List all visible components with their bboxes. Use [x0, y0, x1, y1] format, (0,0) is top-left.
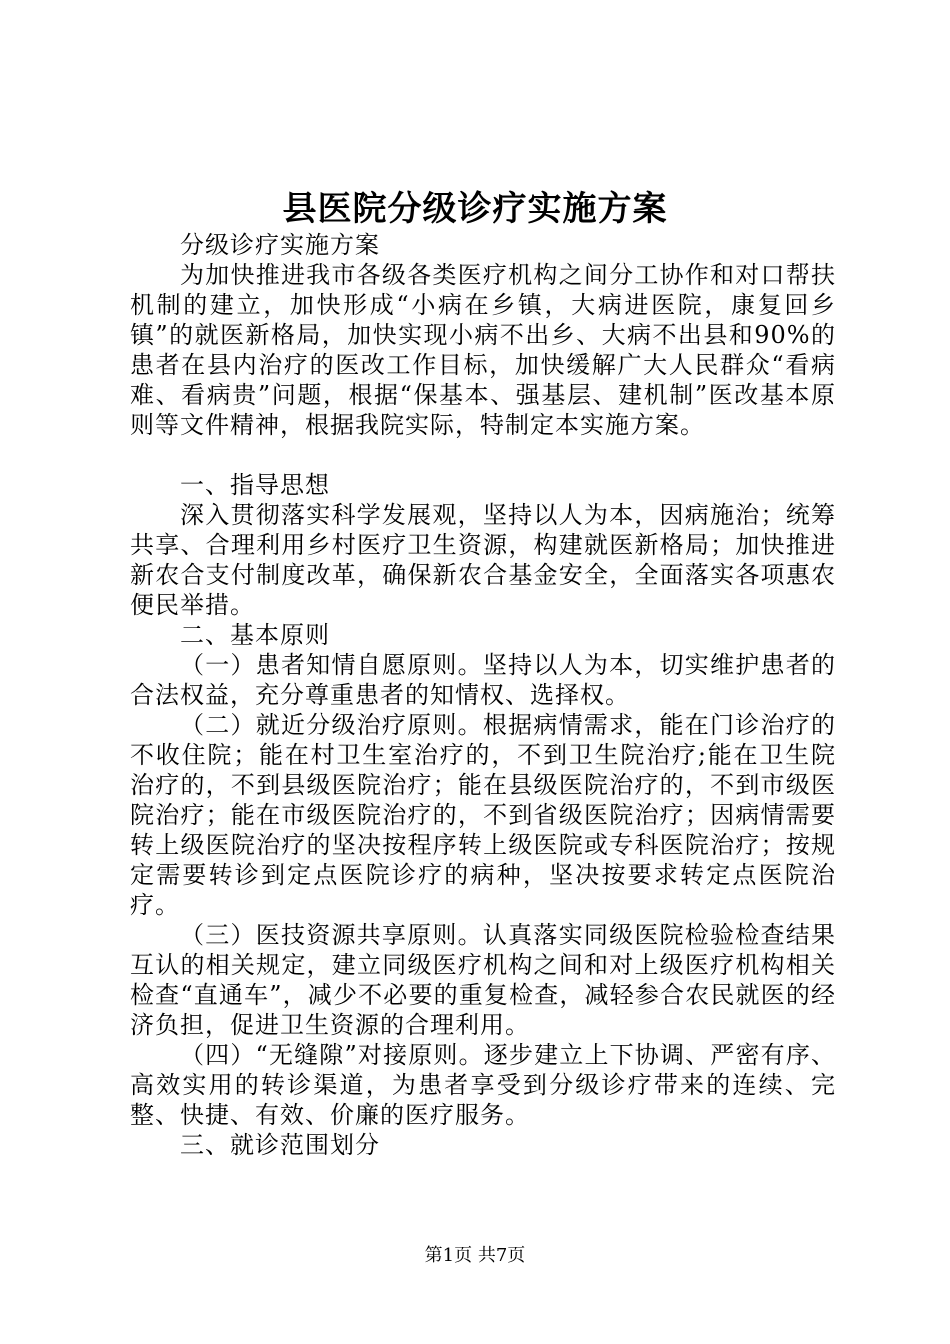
- document-body: [130, 230, 836, 1160]
- principle-2-paragraph: （二）就近分级治疗原则。根据病情需求，能在门诊治疗的不收住院；能在村卫生室治疗的，不到卫生院治疗;能在卫生院治疗的，不到县级医院治疗；能在县级医院治疗的，不到市级医院治疗；能在市级医院治疗的，不到省级医院治疗；因病情需要转上级医院治疗的坚决按程序转上级医院或专科医院治疗；按规定需要转诊到定点医院诊疗的病种，坚决按要求转定点医院治疗。: [130, 711, 836, 919]
- section-heading-2: 二、基本原则: [180, 621, 330, 649]
- subtitle-paragraph: 分级诊疗实施方案: [180, 231, 380, 259]
- section-heading-3: 三、就诊范围划分: [180, 1131, 380, 1159]
- document-title: 县医院分级诊疗实施方案: [282, 189, 668, 229]
- principle-1-paragraph: （一）患者知情自愿原则。坚持以人为本，切实维护患者的合法权益，充分尊重患者的知情权、选择权。: [130, 651, 836, 709]
- page-footer: 第1页 共7页: [424, 1245, 526, 1266]
- principle-4-paragraph: （四）“无缝隙”对接原则。逐步建立上下协调、严密有序、高效实用的转诊渠道，为患者享受到分级诊疗带来的连续、完整、快捷、有效、价廉的医疗服务。: [130, 1041, 836, 1129]
- intro-paragraph: 为加快推进我市各级各类医疗机构之间分工协作和对口帮扶机制的建立，加快形成“小病在乡镇，大病进医院，康复回乡镇”的就医新格局，加快实现小病不出乡、大病不出县和90%的患者在县内治疗的医改工作目标，加快缓解广大人民群众“看病难、看病贵”问题，根据“保基本、强基层、建机制”医改基本原则等文件精神，根据我院实际，特制定本实施方案。: [130, 261, 836, 439]
- principle-3-paragraph: （三）医技资源共享原则。认真落实同级医院检验检查结果互认的相关规定，建立同级医疗机构之间和对上级医疗机构相关检查“直通车”，减少不必要的重复检查，减轻参合农民就医的经济负担，促进卫生资源的合理利用。: [130, 921, 836, 1039]
- section-heading-1: 一、指导思想: [180, 471, 330, 499]
- guiding-thought-paragraph: 深入贯彻落实科学发展观，坚持以人为本，因病施治；统筹共享、合理利用乡村医疗卫生资源，构建就医新格局；加快推进新农合支付制度改革，确保新农合基金安全，全面落实各项惠农便民举措。: [130, 501, 836, 619]
